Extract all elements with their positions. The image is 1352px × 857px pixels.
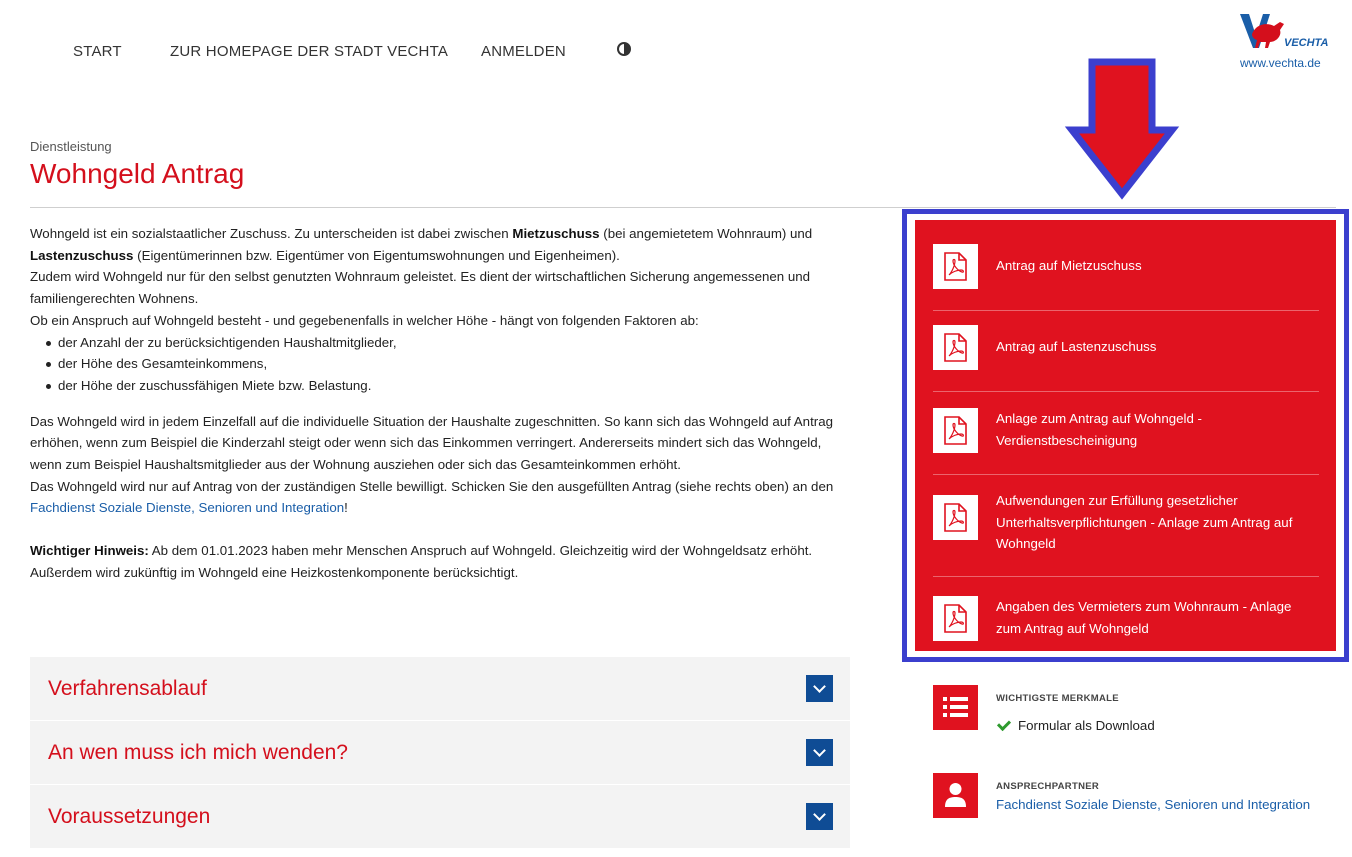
download-item[interactable]: [933, 578, 1319, 650]
term-mietzuschuss: Mietzuschuss: [512, 226, 600, 241]
contact-link[interactable]: Fachdienst Soziale Dienste, Senioren und Integration: [996, 797, 1311, 812]
nav-start[interactable]: START: [73, 43, 122, 60]
download-item[interactable]: [933, 476, 1319, 577]
factors-list: [30, 332, 850, 397]
list-item: der Anzahl der zu berücksichtigenden Haushaltmitglieder,: [30, 332, 850, 354]
list-item: der Höhe des Gesamteinkommens,: [30, 353, 850, 375]
important-note: [30, 540, 850, 583]
nav-homepage-vechta[interactable]: ZUR HOMEPAGE DER STADT VECHTA: [170, 43, 449, 60]
accordion-an-wen[interactable]: [30, 721, 850, 784]
list-item: der Höhe der zuschussfähigen Miete bzw. Belastung.: [30, 375, 850, 397]
term-lastenzuschuss: Lastenzuschuss: [30, 247, 134, 263]
application-paragraph: [30, 476, 850, 519]
note-label: Wichtiger Hinweis:: [30, 543, 149, 559]
vechta-logo[interactable]: [1238, 10, 1329, 72]
annotation-arrow-down-icon: [1066, 58, 1178, 200]
purpose-paragraph: Zudem wird Wohngeld nur für den selbst genutzten Wohnraum geleistet. Es dient der wirtschaftlichen Sicherung angemessenen und familiengerechten Wohnens.: [30, 269, 811, 307]
download-item[interactable]: [933, 312, 1319, 392]
spacer: [30, 519, 850, 540]
download-label[interactable]: Antrag auf Mietzuschuss: [996, 258, 1142, 273]
accordion-verfahrensablauf[interactable]: [30, 657, 850, 720]
list-icon: [933, 685, 978, 730]
download-label[interactable]: Antrag auf Lastenzuschuss: [996, 339, 1157, 354]
pdf-icon: [933, 325, 978, 370]
factors-intro: Ob ein Anspruch auf Wohngeld besteht - und gegebenenfalls in welcher Höhe - hängt von folgenden Faktoren ab:: [30, 312, 699, 328]
accordion-label: Voraussetzungen: [48, 805, 211, 828]
downloads-panel: [915, 220, 1336, 651]
person-icon: [933, 773, 978, 818]
download-label[interactable]: Anlage zum Antrag auf Wohngeld - Verdienstbescheinigung: [996, 411, 1202, 448]
download-item[interactable]: [933, 393, 1319, 475]
accordion-label: An wen muss ich mich wenden?: [48, 741, 348, 764]
fachdienst-link[interactable]: Fachdienst Soziale Dienste, Senioren und Integration: [30, 500, 345, 516]
application-text-end: !: [344, 500, 348, 516]
check-icon: [997, 717, 1011, 731]
page-title: Wohngeld Antrag: [30, 158, 245, 189]
accordion-label: Verfahrensablauf: [48, 677, 207, 700]
note-text: Ab dem 01.01.2023 haben mehr Menschen Anspruch auf Wohngeld. Gleichzeitig wird der Wohngeldsatz erhöht. Außerdem wird zukünftig im Wohngeld eine Heizkostenkomponente berücksichtigt.: [30, 543, 813, 580]
downloads-highlight: [902, 209, 1349, 662]
header-divider: [30, 207, 1336, 208]
download-label[interactable]: Aufwendungen zur Erfüllung gesetzlicher Unterhaltsverpflichtungen - Anlage zum Antrag auf Wohngeld: [996, 493, 1293, 552]
pdf-icon: [933, 408, 978, 453]
intro-text-3: (Eigentümerinnen bzw. Eigentümer von Eigentumswohnungen und Eigenheimen).: [133, 247, 620, 263]
intro-text-1: Wohngeld ist ein sozialstaatlicher Zuschuss. Zu unterscheiden ist dabei zwischen: [30, 226, 513, 241]
features-title: WICHTIGSTE MERKMALE: [996, 693, 1119, 704]
application-text: Das Wohngeld wird nur auf Antrag von der zuständigen Stelle bewilligt. Schicken Sie den ausgefüllten Antrag (siehe rechts oben) an den: [30, 478, 834, 494]
pdf-icon: [933, 244, 978, 289]
chevron-down-icon[interactable]: [806, 675, 833, 702]
individual-paragraph: Das Wohngeld wird in jedem Einzelfall auf die individuelle Situation der Haushalte zugeschnitten. So kann sich das Wohngeld auf Antrag erhöhen, wenn zum Beispiel die Kinderzahl steigt oder wenn sich das Einkommen verringert. Andererseits mindert sich das Wohngeld, wenn zum Beispiel Haushaltsmitglieder aus der Wohnung ausziehen oder sich das Gesamteinkommen erhöht.: [30, 413, 833, 473]
contrast-icon[interactable]: [617, 42, 631, 56]
logo-url[interactable]: www.vechta.de: [1240, 56, 1321, 70]
pdf-icon: [933, 495, 978, 540]
download-label[interactable]: Angaben des Vermieters zum Wohnraum - Anlage zum Antrag auf Wohngeld: [996, 599, 1292, 636]
logo-wordmark: VECHTA: [1284, 37, 1329, 49]
intro-paragraph: [30, 223, 850, 266]
service-description: [30, 223, 850, 584]
chevron-down-icon[interactable]: [806, 803, 833, 830]
page-kicker: Dienstleistung: [30, 139, 112, 154]
nav-login[interactable]: ANMELDEN: [481, 43, 566, 60]
pdf-icon: [933, 596, 978, 641]
chevron-down-icon[interactable]: [806, 739, 833, 766]
features-value: Formular als Download: [1018, 718, 1155, 733]
vechta-logo-mark: [1240, 12, 1329, 52]
intro-text-2: (bei angemietetem Wohnraum) und: [599, 226, 813, 241]
accordion-voraussetzungen[interactable]: [30, 785, 850, 848]
contact-title: ANSPRECHPARTNER: [996, 781, 1100, 792]
download-item[interactable]: [933, 232, 1319, 311]
